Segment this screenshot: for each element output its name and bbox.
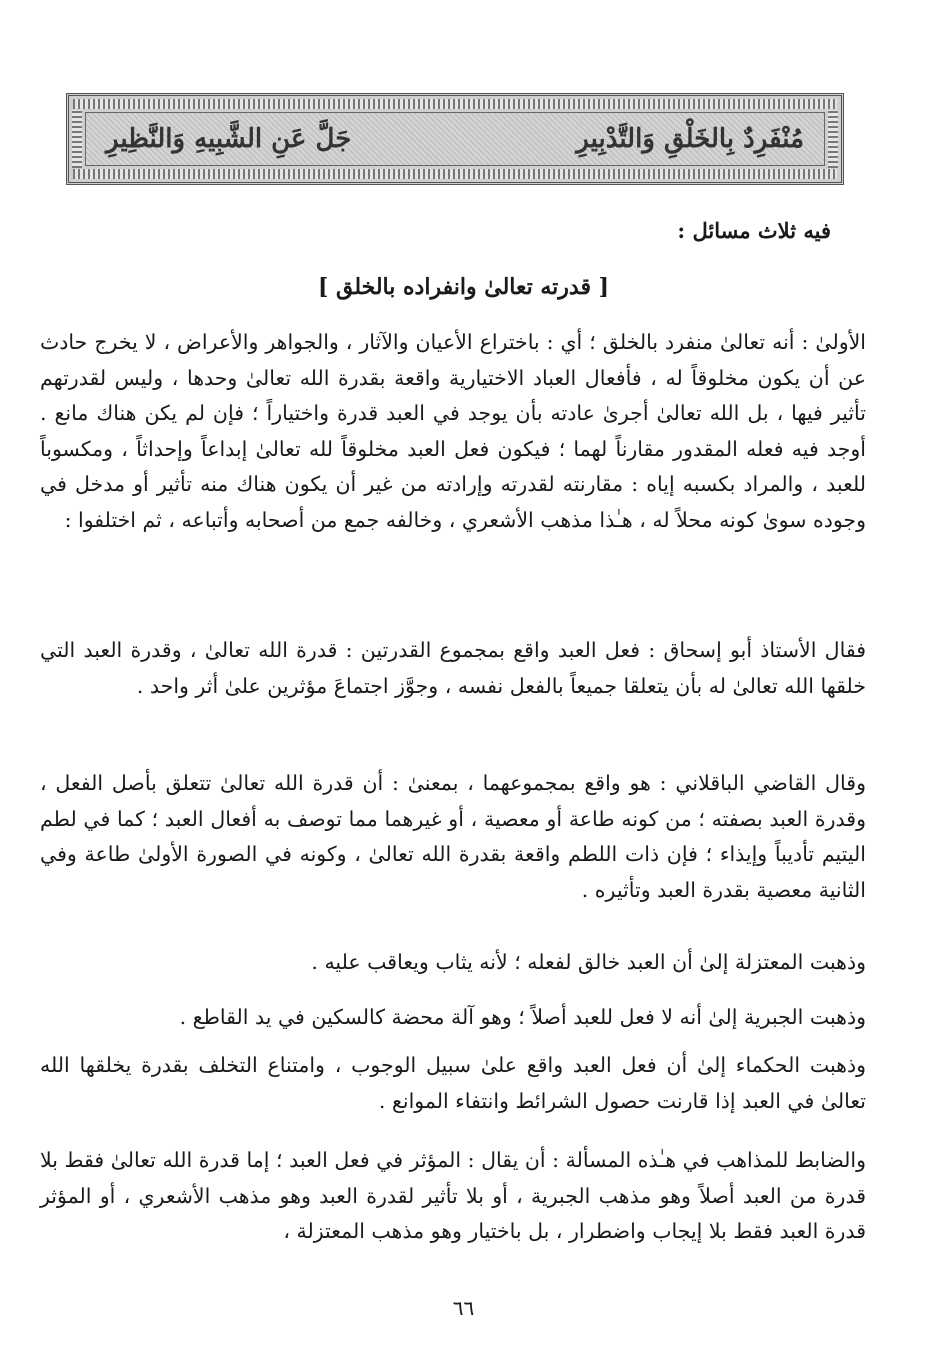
- verse-right-hemistich: مُنْفَرِدٌ بِالخَلْقِ وَالتَّدْبِيرِ: [576, 124, 804, 154]
- verse-panel: [85, 112, 825, 166]
- paragraph-abu-ishaq: فقال الأستاذ أبو إسحاق : فعل العبد واقع بمجموع القدرتين : قدرة الله تعالىٰ ، وقدرة العبد التي خلقها الله تعالىٰ له بأن يتعلقا جميعاً بالفعل نفسه ، وجوَّز اجتماعَ مؤثرين علىٰ أثر واحد .: [40, 638, 866, 698]
- paragraph-first-issue: الأولىٰ : أنه تعالىٰ منفرد بالخلق ؛ أي : باختراع الأعيان والآثار ، والجواهر والأعراض ، لا يخرج حادث عن أن يكون مخلوقاً له ، فأفعال العباد الاختيارية واقعة بقدرة الله تعالىٰ وحدها ، وليس لقدرتهم تأثير فيها ، بل الله تعالىٰ أجرىٰ عادته بأن يوجد في العبد قدرة واختياراً ؛ فإن لم يكن هناك مانع . أوجد فيه فعله المقدور مقارناً لهما ؛ فيكون فعل العبد مخلوقاً لله تعالىٰ إبداعاً وإحداثاً ، ومكسوباً للعبد ، والمراد بكسبه إياه : مقارنته لقدرته وإرادته من غير أن يكون هناك منه تأثير أو مدخل في وجوده سوىٰ كونه محلاً له ، هـٰذا مذهب الأشعري ، وخالفه جمع من أصحابه وأتباعه ، ثم اختلفوا :: [40, 330, 866, 532]
- page-number: ٦٦: [452, 1296, 475, 1320]
- verse-banner: [66, 93, 844, 185]
- section-heading: [ قدرته تعالىٰ وانفراده بالخلق ]: [317, 274, 610, 300]
- ornament-border-right: [828, 110, 838, 168]
- paragraph-baqillani: وقال القاضي الباقلاني : هو واقع بمجموعهما ، بمعنىٰ : أن قدرة الله تعالىٰ تتعلق بأصل الفعل ، وقدرة العبد بصفته ؛ من كونه طاعة أو معصية ، أو غيرهما مما توصف به أفعال العبد ؛ كما في لطم اليتيم تأديباً وإيذاء ؛ فإن ذات اللطم واقعة بقدرة الله تعالىٰ ، وكونه في الصورة الأولىٰ طاعة وفي الثانية معصية بقدرة العبد وتأثيره .: [40, 771, 866, 902]
- ornament-border-top: [73, 99, 837, 109]
- paragraph-philosophers: وذهبت الحكماء إلىٰ أن فعل العبد واقع علىٰ سبيل الوجوب ، وامتناع التخلف بقدرة يخلقها الله تعالىٰ في العبد إذا قارنت حصول الشرائط وانتفاء الموانع .: [40, 1053, 866, 1113]
- paragraph-jabriyya: وذهبت الجبرية إلىٰ أنه لا فعل للعبد أصلاً ؛ وهو آلة محضة كالسكين في يد القاطع .: [179, 1005, 866, 1029]
- intro-line: فيه ثلاث مسائل :: [677, 218, 831, 243]
- paragraph-summary: والضابط للمذاهب في هـٰذه المسألة : أن يقال : المؤثر في فعل العبد ؛ إما قدرة الله تعالىٰ فقط بلا قدرة من العبد أصلاً وهو مذهب الجبرية ، أو بلا تأثير لقدرة العبد وهو مذهب الأشعري ، أو المؤثر قدرة العبد فقط بلا إيجاب واضطرار ، بل باختيار وهو مذهب المعتزلة ،: [40, 1148, 866, 1243]
- paragraph-mutazila: وذهبت المعتزلة إلىٰ أن العبد خالق لفعله ؛ لأنه يثاب ويعاقب عليه .: [311, 950, 866, 974]
- ornament-border-left: [72, 110, 82, 168]
- verse-left-hemistich: جَلَّ عَنِ الشَّبِيهِ وَالنَّظِيرِ: [106, 124, 352, 154]
- ornament-border-bottom: [73, 169, 837, 179]
